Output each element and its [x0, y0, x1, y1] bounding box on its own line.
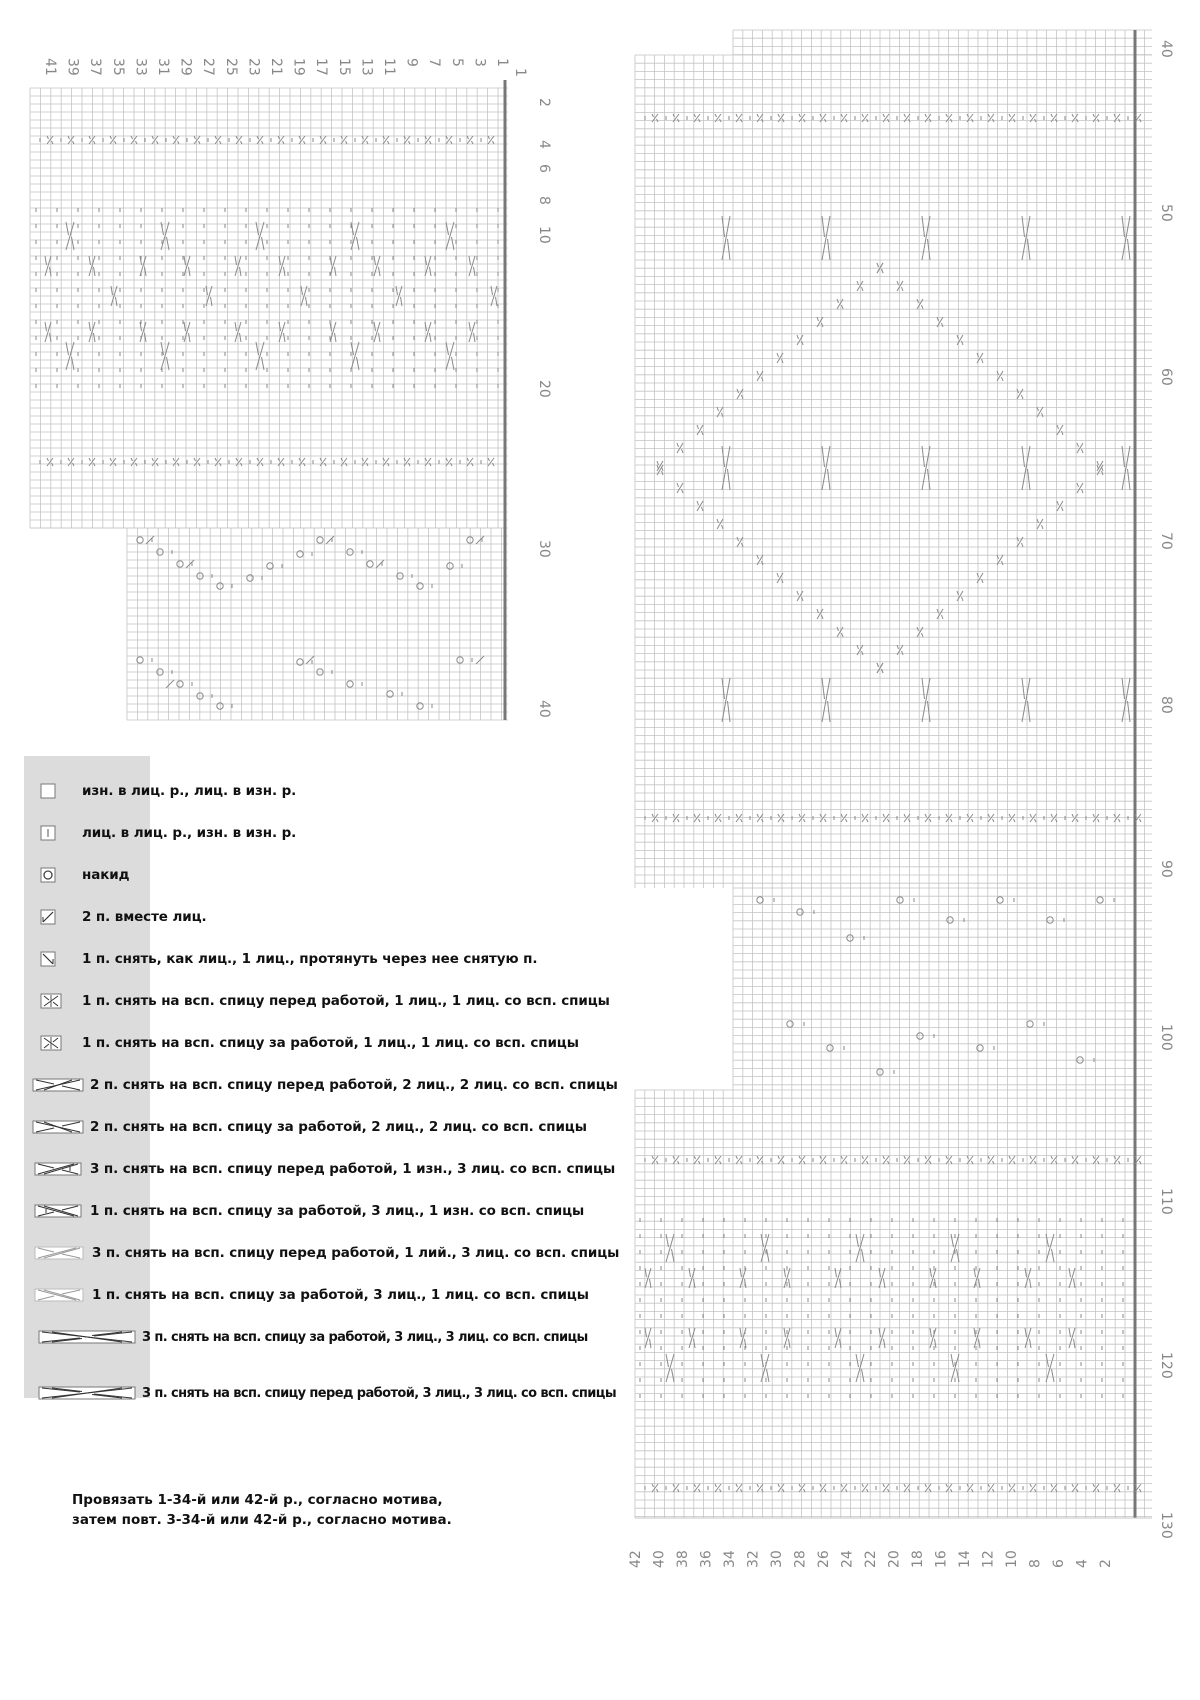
right-column-number: 24 — [839, 1550, 856, 1568]
right-column-number: 22 — [863, 1550, 879, 1568]
left-column-number: 7 — [426, 58, 443, 67]
right-cable-cross — [822, 678, 830, 722]
left-column-number: 31 — [155, 58, 171, 76]
right-cable-cross — [666, 1354, 674, 1382]
right-diamond-cross — [677, 443, 683, 453]
right-row-number: 110 — [1158, 1188, 1174, 1215]
right-column-number: 26 — [816, 1550, 832, 1568]
right-cross-mark — [1072, 1484, 1078, 1492]
left-column-number: 11 — [381, 58, 397, 76]
right-cross-mark — [736, 1484, 742, 1492]
legend-text: 1 п. снять на всп. спицу за работой, 3 лиц., 1 изн. со всп. спицы — [90, 1203, 585, 1219]
right-cable-cross — [1025, 1268, 1031, 1288]
legend-text: 3 п. снять на всп. спицу за работой, 3 лиц., 3 лиц. со всп. спицы — [142, 1329, 588, 1345]
right-cable-cross — [645, 1328, 651, 1348]
right-yarn-over — [947, 917, 953, 923]
cross-3-3-back-icon — [38, 1322, 142, 1352]
right-diamond-cross — [697, 425, 703, 435]
right-diamond-cross — [677, 483, 683, 493]
legend-item — [24, 1028, 579, 1058]
legend-item — [24, 944, 537, 974]
right-column-number: 20 — [886, 1550, 903, 1568]
right-diamond-cross — [717, 519, 723, 529]
right-cable-cross — [1025, 1328, 1031, 1348]
right-diamond-cross — [837, 299, 843, 309]
right-cable-cross — [1122, 446, 1130, 490]
right-row-number: 100 — [1158, 1024, 1174, 1051]
right-row-number: 40 — [1158, 40, 1174, 58]
right-cable-cross — [951, 1234, 959, 1262]
ssk-icon — [40, 944, 82, 974]
right-cross-mark — [883, 1156, 889, 1164]
right-yarn-over — [847, 935, 853, 941]
right-column-number: 38 — [675, 1550, 691, 1568]
k2tog-icon — [40, 902, 82, 932]
right-column-number: 30 — [769, 1550, 785, 1568]
right-cross-mark — [988, 1156, 994, 1164]
right-cable-cross — [1069, 1328, 1075, 1348]
right-cable-cross — [835, 1328, 841, 1348]
right-diamond-cross — [1077, 483, 1083, 493]
right-cable-cross — [1046, 1354, 1054, 1382]
right-diamond-cross — [817, 609, 823, 619]
legend-text: 2 п. вместе лиц. — [82, 909, 207, 925]
left-row-number: 10 — [536, 226, 552, 244]
left-column-number: 41 — [42, 58, 58, 76]
right-cross-mark — [862, 1156, 868, 1164]
right-grid-middle — [733, 888, 1152, 1090]
right-row-number: 50 — [1158, 204, 1174, 222]
right-diamond-cross — [917, 627, 923, 637]
right-cable-cross — [822, 216, 830, 260]
right-column-number: 36 — [698, 1550, 715, 1568]
instructions-note — [72, 1490, 452, 1530]
right-chart-grid — [635, 30, 1152, 1518]
note-line: затем повт. 3-34-й или 42-й р., согласно мотива. — [72, 1512, 452, 1528]
right-cable-cross — [822, 446, 830, 490]
legend-text: 1 п. снять на всп. спицу за работой, 3 лиц., 1 лиц. со всп. спицы — [92, 1287, 589, 1303]
right-column-number: 40 — [651, 1550, 668, 1568]
right-cross-mark — [778, 1484, 784, 1492]
right-cross-mark — [862, 1484, 868, 1492]
right-cable-cross — [1122, 678, 1130, 722]
left-chart-edge-label: 1 — [512, 68, 528, 77]
left-column-number: 35 — [109, 58, 126, 76]
right-column-number: 10 — [1004, 1550, 1020, 1568]
right-grid-lower — [635, 1090, 1152, 1518]
right-diamond-cross — [837, 627, 843, 637]
right-column-number: 28 — [792, 1550, 809, 1568]
right-column-number: 34 — [722, 1550, 738, 1568]
right-row-number: 70 — [1158, 532, 1174, 550]
left-row-number: 40 — [536, 700, 552, 718]
right-column-number: 2 — [1098, 1559, 1114, 1568]
left-column-number: 13 — [358, 58, 375, 76]
right-column-number: 6 — [1051, 1559, 1067, 1568]
right-diamond-cross — [797, 335, 803, 345]
right-cross-mark — [925, 1156, 931, 1164]
right-cross-mark — [694, 1156, 700, 1164]
legend-item — [24, 986, 610, 1016]
legend-item — [24, 902, 207, 932]
right-cross-mark — [841, 1484, 847, 1492]
right-cable-cross — [666, 1234, 674, 1262]
right-column-number: 16 — [933, 1550, 950, 1568]
right-cable-cross — [1022, 216, 1030, 260]
right-column-number: 14 — [957, 1550, 973, 1568]
right-row-number: 120 — [1158, 1352, 1174, 1379]
legend-item — [30, 1070, 618, 1100]
right-column-number: 42 — [628, 1550, 644, 1568]
right-cable-cross — [930, 1328, 936, 1348]
right-cable-cross — [930, 1268, 936, 1288]
legend-item — [30, 1322, 588, 1352]
legend-text: 2 п. снять на всп. спицу за работой, 2 лиц., 2 лиц. со всп. спицы — [90, 1119, 587, 1135]
right-yarn-over — [797, 909, 803, 915]
legend-item — [30, 1112, 587, 1142]
right-cable-cross — [835, 1268, 841, 1288]
right-row-number: 90 — [1158, 860, 1174, 878]
right-cross-mark — [1009, 1156, 1015, 1164]
right-cross-mark — [715, 1484, 721, 1492]
cross-3-1p-front-icon — [34, 1154, 90, 1184]
left-column-number: 1 — [494, 58, 510, 67]
right-diamond-cross — [937, 609, 943, 619]
right-cross-mark — [715, 1156, 721, 1164]
right-cross-mark — [1030, 1156, 1036, 1164]
right-cable-cross — [1022, 446, 1030, 490]
cross-3-3-front-icon — [38, 1378, 142, 1408]
right-chart-column-numbers — [628, 1550, 1114, 1568]
right-yarn-over — [1097, 897, 1103, 903]
left-row-number: 2 — [536, 98, 552, 107]
legend-text: лиц. в лиц. р., изн. в изн. р. — [82, 825, 297, 841]
cross-1-3-back-icon — [34, 1280, 92, 1310]
right-cross-mark — [736, 1156, 742, 1164]
left-column-number: 39 — [64, 58, 81, 76]
left-row-number: 8 — [536, 196, 552, 205]
left-row-number: 6 — [536, 164, 552, 173]
legend-text: 3 п. снять на всп. спицу перед работой, 1 лий., 3 лиц. со всп. спицы — [92, 1245, 620, 1261]
legend-item — [30, 1154, 615, 1184]
legend-item — [24, 860, 129, 890]
cross-2-2-back-icon — [32, 1112, 90, 1142]
cross-3-1-front-icon — [34, 1238, 92, 1268]
legend-text: 1 п. снять на всп. спицу перед работой, 1 лиц., 1 лиц. со всп. спицы — [82, 993, 610, 1009]
right-diamond-cross — [957, 335, 963, 345]
legend-text: 1 п. снять, как лиц., 1 лиц., протянуть через нее снятую п. — [82, 951, 538, 967]
right-cross-mark — [988, 1484, 994, 1492]
right-cable-cross — [951, 1354, 959, 1382]
cross-1p-3-back-icon — [34, 1196, 90, 1226]
right-grid-top — [733, 30, 1152, 55]
right-diamond-cross — [1017, 389, 1023, 399]
right-cross-mark — [1072, 1156, 1078, 1164]
dash-square-icon — [40, 818, 82, 848]
right-column-number: 8 — [1027, 1559, 1044, 1568]
left-column-number: 25 — [222, 58, 239, 76]
right-yarn-over — [1027, 1021, 1033, 1027]
legend-item — [30, 1196, 584, 1226]
right-column-number: 4 — [1074, 1559, 1091, 1568]
left-column-number: 19 — [290, 58, 307, 76]
left-column-number: 15 — [335, 58, 352, 76]
right-cable-cross — [974, 1328, 980, 1348]
right-chart-row-numbers — [1158, 40, 1174, 1539]
legend-text: изн. в лиц. р., лиц. в изн. р. — [82, 783, 297, 799]
left-column-number: 33 — [132, 58, 149, 76]
right-diamond-cross — [1037, 519, 1043, 529]
left-column-number: 9 — [403, 58, 420, 67]
right-cross-mark — [1009, 1484, 1015, 1492]
right-cross-mark — [883, 1484, 889, 1492]
right-row-number: 130 — [1158, 1512, 1174, 1539]
legend-item — [30, 1378, 616, 1408]
right-column-number: 18 — [910, 1550, 926, 1568]
left-row-number: 20 — [536, 380, 552, 398]
right-cable-cross — [645, 1268, 651, 1288]
right-row-number: 80 — [1158, 696, 1174, 714]
right-column-number: 32 — [745, 1550, 762, 1568]
left-column-number: 21 — [268, 58, 284, 76]
left-column-number: 5 — [448, 58, 465, 67]
left-column-number: 37 — [87, 58, 104, 76]
left-column-number: 3 — [471, 58, 488, 67]
left-row-number: 30 — [536, 540, 552, 558]
circle-square-icon — [40, 860, 82, 890]
cross-1-1-back-icon — [40, 1028, 82, 1058]
right-yarn-over — [827, 1045, 833, 1051]
legend-text: 2 п. снять на всп. спицу перед работой, 2 лиц., 2 лиц. со всп. спицы — [90, 1077, 618, 1093]
legend-item — [30, 1238, 619, 1268]
legend-text: 1 п. снять на всп. спицу за работой, 1 лиц., 1 лиц. со всп. спицы — [82, 1035, 579, 1051]
right-yarn-over — [787, 1021, 793, 1027]
left-column-number: 17 — [313, 58, 330, 76]
left-row-number: 4 — [536, 140, 552, 149]
right-cross-mark — [694, 1484, 700, 1492]
legend-text: 3 п. снять на всп. спицу перед работой, 1 изн., 3 лиц. со всп. спицы — [90, 1161, 616, 1177]
right-cable-cross — [1022, 678, 1030, 722]
right-cross-mark — [778, 1156, 784, 1164]
right-cross-mark — [841, 1156, 847, 1164]
left-column-number: 27 — [200, 58, 217, 76]
right-cable-cross — [1069, 1268, 1075, 1288]
right-diamond-cross — [737, 389, 743, 399]
legend-text: накид — [82, 867, 130, 883]
right-column-number: 12 — [980, 1550, 997, 1568]
legend-text: 3 п. снять на всп. спицу перед работой, 3 лиц., 3 лиц. со всп. спицы — [142, 1385, 616, 1401]
right-cross-mark — [1030, 1484, 1036, 1492]
legend-item — [24, 776, 296, 806]
right-cable-cross — [1122, 216, 1130, 260]
right-row-number: 60 — [1158, 368, 1174, 386]
left-column-number: 23 — [245, 58, 262, 76]
left-column-number: 29 — [177, 58, 194, 76]
right-cable-cross — [974, 1268, 980, 1288]
right-yarn-over — [1047, 917, 1053, 923]
legend-item — [24, 818, 296, 848]
note-line: Провязать 1-34-й или 42-й р., согласно мотива, — [72, 1492, 443, 1508]
right-cable-cross — [1046, 1234, 1054, 1262]
right-diamond-cross — [917, 299, 923, 309]
cross-2-2-front-icon — [32, 1070, 90, 1100]
cross-1-1-front-icon — [40, 986, 82, 1016]
right-diamond-cross — [1077, 443, 1083, 453]
right-cross-mark — [925, 1484, 931, 1492]
right-grid-upper — [635, 55, 1152, 888]
legend-item — [30, 1280, 589, 1310]
empty-square-icon — [40, 776, 82, 806]
right-diamond-cross — [1057, 425, 1063, 435]
